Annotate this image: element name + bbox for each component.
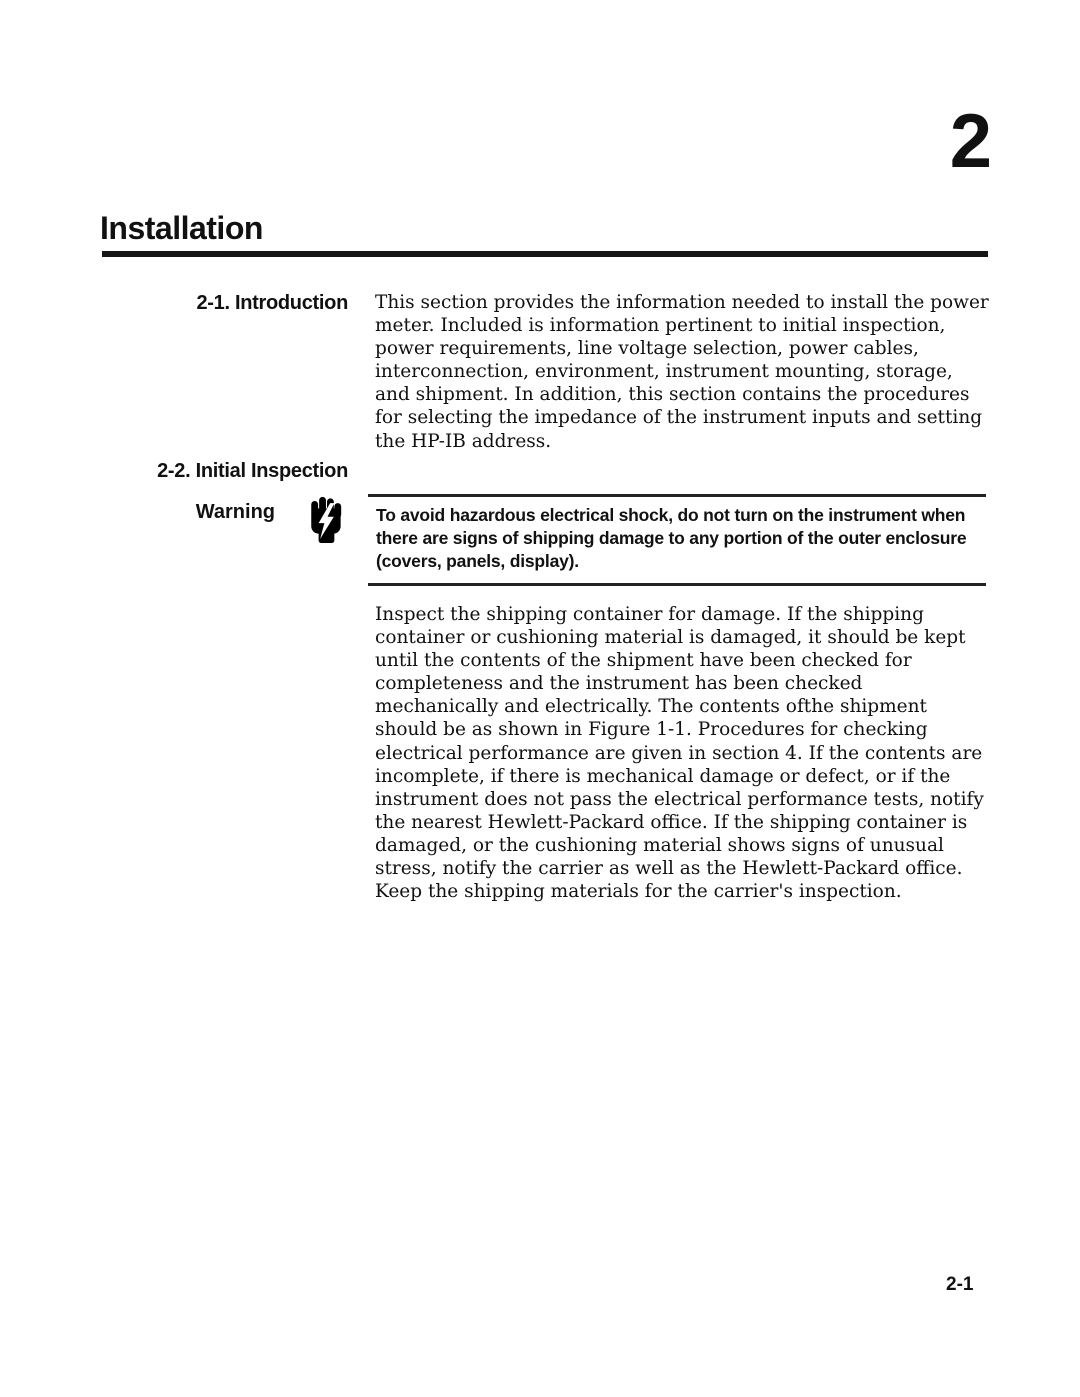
section-label-initial-inspection: 2-2. Initial Inspection xyxy=(157,460,348,482)
warning-text: To avoid hazardous electrical shock, do not turn on the instrument when there are signs of shipping damage to any portion of the outer enclosure (covers, panels, display). xyxy=(376,505,967,571)
chapter-number: 2 xyxy=(949,99,990,184)
page-number: 2-1 xyxy=(946,1274,974,1295)
page-title: Installation xyxy=(100,210,263,246)
introduction-paragraph: This section provides the information needed to install the power meter. Included is information pertinent to initial inspection, power requirements, line voltage selection, power cables, interconnection, environment, instrument mounting, storage, and shipment. In addition, this section contains the procedures for selecting the impedance of the instrument inputs and setting the HP-IB address. xyxy=(375,292,989,452)
warning-label: Warning xyxy=(195,501,275,523)
title-rule xyxy=(102,251,988,257)
section-label-introduction: 2-1. Introduction xyxy=(196,292,348,314)
electric-shock-hand-icon xyxy=(306,495,348,547)
initial-inspection-paragraph: Inspect the shipping container for damage. If the shipping container or cushioning material is damaged, it should be kept until the contents of the shipment have been checked for completeness and the instrument has been checked mechanically and electrically. The contents ofthe shipment should be as shown in Figure 1-1. Procedures for checking electrical performance are given in section 4. If the contents are incomplete, if there is mechanical damage or defect, or if the instrument does not pass the electrical performance tests, notify the nearest Hewlett-Packard office. If the shipping container is damaged, or the cushioning material shows signs of unusual stress, notify the carrier as well as the Hewlett-Packard office. Keep the shipping materials for the carrier's inspection. xyxy=(375,604,984,903)
warning-box xyxy=(368,494,986,586)
